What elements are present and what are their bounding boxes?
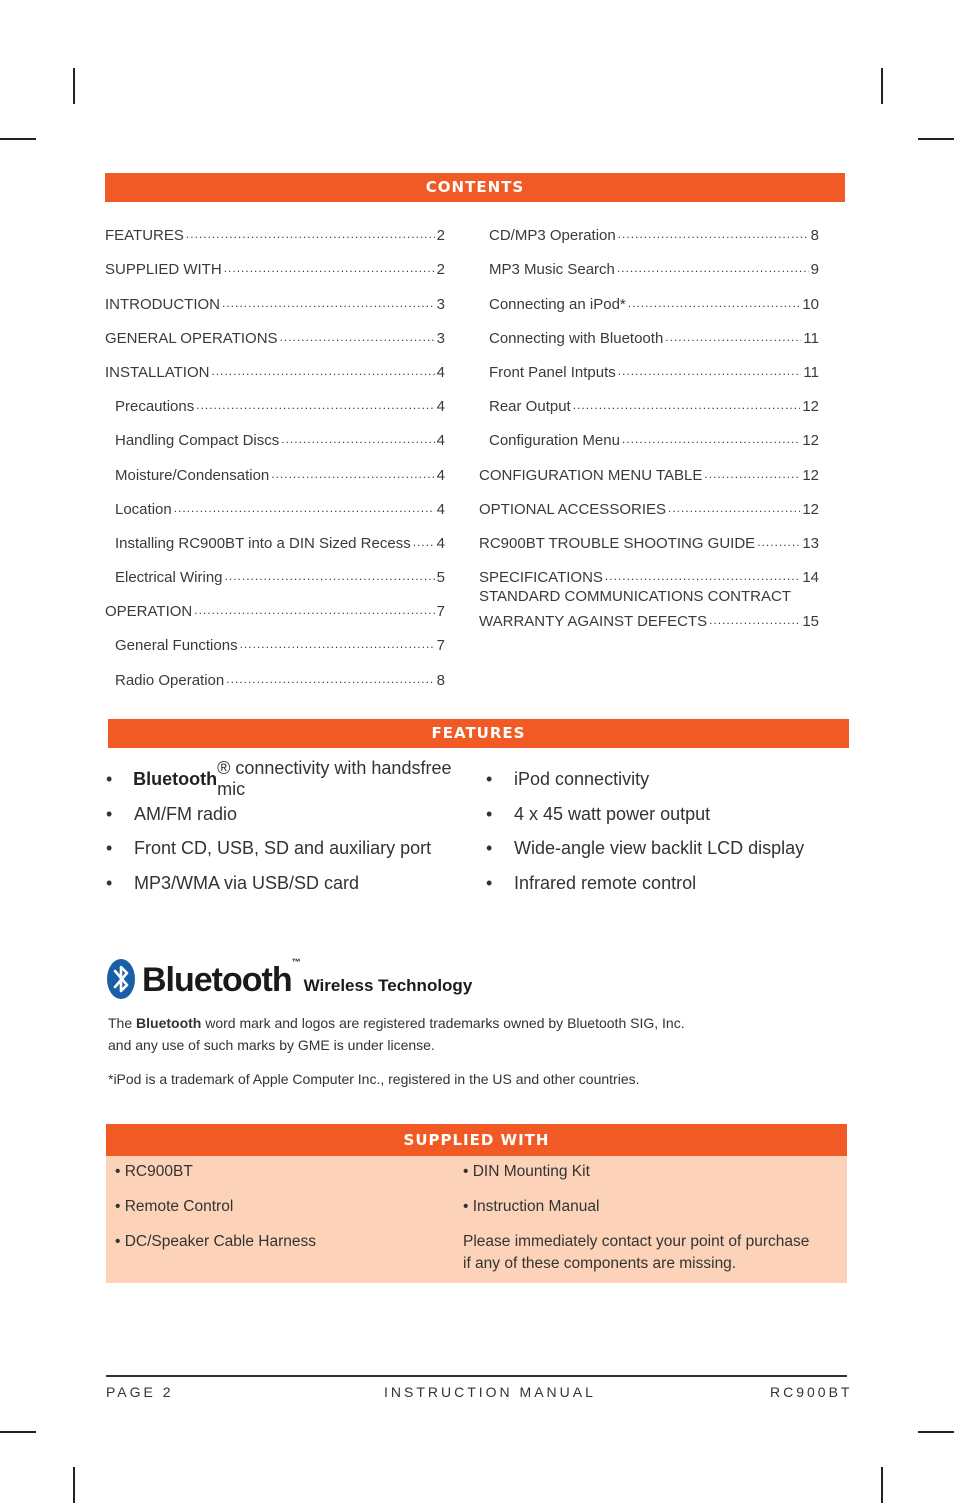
bullet: • [486, 768, 493, 789]
toc-entry-label: Precautions [115, 398, 195, 416]
toc-entry[interactable] [479, 552, 819, 586]
toc-entry-label: GENERAL OPERATIONS [105, 329, 278, 347]
features-left-list [106, 758, 476, 901]
supplied-item: • Instruction Manual [463, 1198, 600, 1215]
toc-entry[interactable] [105, 654, 445, 688]
crop-mark [0, 138, 36, 140]
toc-entry-page: 3 [436, 295, 445, 313]
supplied-item: • DC/Speaker Cable Harness [115, 1233, 316, 1250]
notice-bold: Bluetooth [136, 1015, 202, 1031]
bluetooth-wordmark [142, 957, 300, 1000]
toc-entry[interactable] [105, 415, 445, 449]
toc-leader [709, 614, 800, 626]
toc-entry[interactable] [105, 210, 445, 244]
toc-entry-page: 11 [803, 363, 819, 381]
bullet: • [486, 803, 493, 824]
crop-mark [73, 1467, 75, 1503]
toc-entry[interactable] [479, 449, 819, 483]
toc-entry-label: Connecting an iPod* [489, 295, 626, 313]
feature-text: Front CD, USB, SD and auxiliary port [134, 838, 432, 859]
toc-entry-page: 10 [802, 295, 819, 313]
toc-entry-page: 8 [810, 227, 819, 245]
toc-entry-label: Electrical Wiring [115, 569, 223, 587]
crop-mark [0, 1431, 36, 1433]
toc-entry-page: 4 [436, 398, 445, 416]
toc-entry[interactable] [105, 620, 445, 654]
toc-entry-page: 4 [436, 534, 445, 552]
bluetooth-trademark-notice [108, 1012, 685, 1056]
toc-entry-label: INTRODUCTION [105, 295, 220, 313]
toc-leader [281, 433, 434, 445]
footer-rule [106, 1375, 847, 1377]
toc-leader [271, 468, 434, 480]
contents-header: CONTENTS [105, 173, 845, 202]
toc-leader [665, 331, 801, 343]
notice-text: if any of these components are missing. [463, 1255, 737, 1272]
bluetooth-word: Bluetooth [142, 961, 292, 999]
toc-leader [225, 570, 435, 582]
toc-entry-label: FEATURES [105, 227, 184, 245]
toc-entry-label: Moisture/Condensation [115, 466, 270, 484]
toc-entry-page: 4 [436, 432, 445, 450]
feature-text: 4 x 45 watt power output [514, 803, 711, 824]
toc-leader [618, 365, 802, 377]
toc-leader [174, 502, 435, 514]
toc-leader [757, 536, 800, 548]
toc-entry[interactable] [105, 347, 445, 381]
feature-text: iPod connectivity [514, 768, 650, 789]
toc-entry[interactable] [105, 244, 445, 278]
toc-entry-label: OPTIONAL ACCESSORIES [479, 500, 666, 518]
crop-mark [881, 68, 883, 104]
toc-entry[interactable] [479, 244, 819, 278]
toc-entry-label: Location [115, 500, 172, 518]
toc-entry-page: 4 [436, 363, 445, 381]
toc-entry-page: 2 [436, 261, 445, 279]
toc-entry-page: 5 [436, 569, 445, 587]
toc-leader [413, 536, 435, 548]
toc-entry-page: 9 [810, 261, 819, 279]
toc-entry-page: 8 [436, 671, 445, 689]
toc-entry-label: Connecting with Bluetooth [489, 329, 664, 347]
toc-entry-page: 15 [802, 613, 819, 631]
toc-entry-label: CONFIGURATION MENU TABLE [479, 466, 703, 484]
toc-leader [704, 468, 800, 480]
supplied-header: SUPPLIED WITH [106, 1124, 847, 1156]
supplied-item: • Remote Control [115, 1198, 234, 1215]
toc-entry-label: WARRANTY AGAINST DEFECTS [479, 613, 708, 631]
feature-item [486, 831, 856, 866]
toc-entry-label: Handling Compact Discs [115, 432, 280, 450]
toc-entry-page: 13 [802, 534, 819, 552]
toc-entry[interactable] [105, 552, 445, 586]
toc-entry-page: 7 [436, 603, 445, 621]
notice-text: and any use of such marks by GME is under license. [108, 1037, 435, 1053]
toc-entry[interactable] [479, 586, 819, 648]
toc-entry-page: 7 [436, 637, 445, 655]
feature-item [106, 797, 476, 832]
crop-mark [73, 68, 75, 104]
ipod-trademark-notice: *iPod is a trademark of Apple Computer Inc., registered in the US and other countries. [108, 1071, 640, 1087]
toc-leader [280, 331, 435, 343]
toc-entry[interactable] [479, 210, 819, 244]
footer-title: INSTRUCTION MANUAL [384, 1384, 596, 1400]
toc-entry[interactable] [105, 278, 445, 312]
toc-entry[interactable] [479, 313, 819, 347]
toc-entry[interactable] [479, 415, 819, 449]
toc-entry-label: SPECIFICATIONS [479, 569, 603, 587]
toc-entry-label: INSTALLATION [105, 363, 210, 381]
feature-item [106, 758, 476, 800]
feature-item [106, 866, 476, 901]
toc-entry[interactable] [105, 518, 445, 552]
toc-entry-page: 14 [802, 569, 819, 587]
toc-leader [628, 297, 801, 309]
toc-entry-page: 2 [436, 227, 445, 245]
bullet: • [106, 803, 113, 824]
toc-leader [668, 502, 800, 514]
feature-item [486, 762, 856, 797]
toc-leader [240, 638, 435, 650]
toc-entry-label: CD/MP3 Operation [489, 227, 616, 245]
contents-left-column [105, 210, 445, 689]
feature-text: Wide-angle view backlit LCD display [514, 838, 805, 859]
notice-text: Please immediately contact your point of purchase [463, 1233, 810, 1250]
toc-entry-page: 12 [802, 466, 819, 484]
toc-entry[interactable] [479, 381, 819, 415]
toc-entry-label: Radio Operation [115, 671, 225, 689]
notice-text: The [108, 1015, 137, 1031]
toc-entry-label: STANDARD COMMUNICATIONS CONTRACT [479, 588, 791, 606]
toc-leader [211, 365, 434, 377]
toc-entry[interactable] [479, 278, 819, 312]
bluetooth-tagline: Wireless Technology [303, 976, 473, 995]
toc-entry-label: Rear Output [489, 398, 571, 416]
toc-entry-label: SUPPLIED WITH [105, 261, 222, 279]
toc-leader [194, 604, 434, 616]
toc-entry-page: 12 [802, 500, 819, 518]
toc-entry-page: 12 [802, 432, 819, 450]
toc-entry[interactable] [479, 484, 819, 518]
feature-text: MP3/WMA via USB/SD card [134, 872, 360, 893]
supplied-item: • DIN Mounting Kit [463, 1163, 590, 1180]
bluetooth-logo [106, 958, 472, 1000]
features-header: FEATURES [108, 719, 849, 748]
features-right-list [486, 762, 856, 901]
feature-text: AM/FM radio [134, 803, 238, 824]
toc-entry-label: Installing RC900BT into a DIN Sized Recess [115, 534, 411, 552]
toc-entry[interactable] [479, 518, 819, 552]
toc-entry-page: 4 [436, 500, 445, 518]
toc-leader [186, 228, 435, 240]
toc-entry-label: General Functions [115, 637, 238, 655]
toc-entry-label: OPERATION [105, 603, 193, 621]
bullet: • [486, 838, 493, 859]
feature-item [486, 866, 856, 901]
footer-page-number: PAGE 2 [106, 1384, 174, 1400]
trademark-symbol: ™ [291, 957, 300, 967]
toc-leader [605, 570, 800, 582]
toc-entry[interactable] [105, 484, 445, 518]
contents-right-column [479, 210, 819, 648]
bullet: • [106, 872, 113, 893]
toc-leader [618, 228, 809, 240]
toc-entry[interactable] [105, 449, 445, 483]
toc-leader [617, 262, 809, 274]
footer-model: RC900BT [770, 1384, 853, 1400]
feature-text: ® connectivity with handsfree mic [217, 758, 452, 800]
toc-entry-page: 12 [802, 398, 819, 416]
feature-bold: Bluetooth [133, 768, 218, 789]
feature-text: Infrared remote control [514, 872, 697, 893]
crop-mark [918, 138, 954, 140]
toc-leader [226, 673, 434, 685]
feature-item [486, 797, 856, 832]
toc-leader [224, 262, 435, 274]
toc-entry-label: Front Panel Intputs [489, 363, 616, 381]
crop-mark [881, 1467, 883, 1503]
feature-item [106, 831, 476, 866]
toc-entry-label: Configuration Menu [489, 432, 620, 450]
toc-entry-label: MP3 Music Search [489, 261, 615, 279]
toc-leader [196, 399, 434, 411]
toc-entry-page: 11 [803, 329, 819, 347]
supplied-missing-notice [463, 1231, 809, 1275]
toc-entry-page: 3 [436, 329, 445, 347]
toc-leader [573, 399, 801, 411]
bluetooth-icon [106, 958, 136, 1000]
toc-leader [622, 433, 800, 445]
toc-entry[interactable] [479, 347, 819, 381]
bullet: • [106, 768, 113, 789]
bullet: • [106, 838, 113, 859]
toc-entry-page: 4 [436, 466, 445, 484]
notice-text: word mark and logos are registered trademarks owned by Bluetooth SIG, Inc. [201, 1015, 685, 1031]
crop-mark [918, 1431, 954, 1433]
toc-entry[interactable] [105, 313, 445, 347]
toc-entry-label: RC900BT TROUBLE SHOOTING GUIDE [479, 534, 756, 552]
supplied-item: • RC900BT [115, 1163, 193, 1180]
bullet: • [486, 872, 493, 893]
toc-entry[interactable] [105, 381, 445, 415]
toc-leader [222, 297, 435, 309]
toc-entry[interactable] [105, 586, 445, 620]
